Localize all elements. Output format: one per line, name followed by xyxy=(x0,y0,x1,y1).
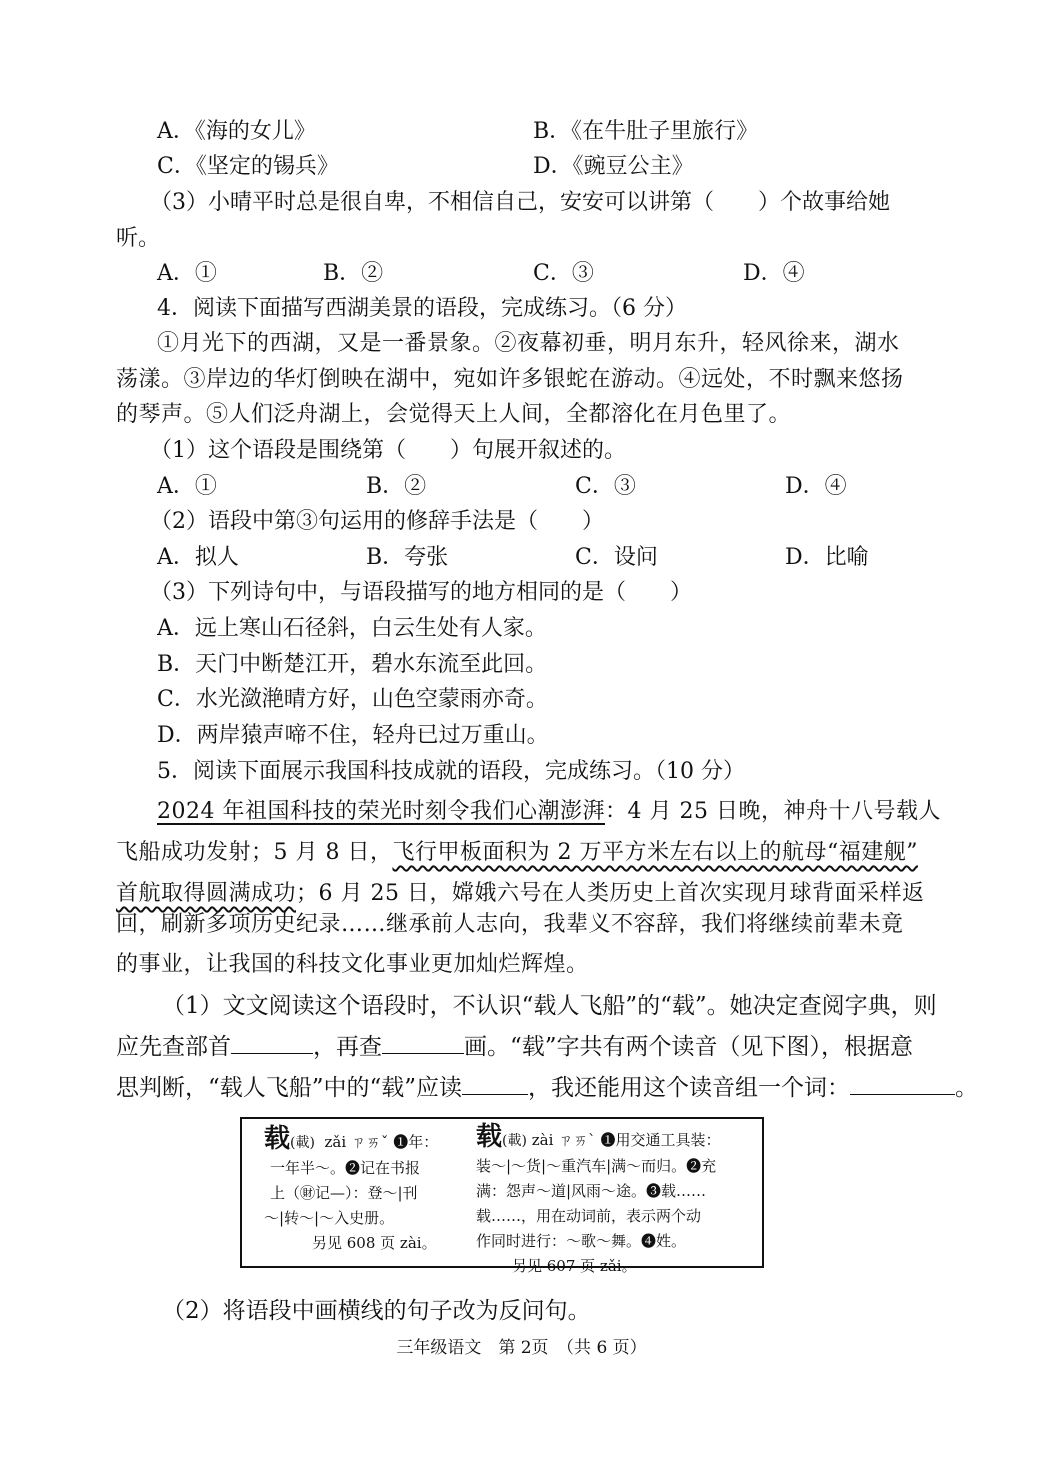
entry-cross-reference: 另见 607 页 zǎi。 xyxy=(512,1257,637,1275)
q5-sub2-stem: （2）将语段中画横线的句子改为反问句。 xyxy=(162,1298,591,1324)
q3-sub3-option-d: D．④ xyxy=(743,261,805,286)
q3-sub3-stem: （3）小晴平时总是很自卑，不相信自己，安安可以讲第（ ）个故事给她 xyxy=(150,190,890,215)
entry-pinyin: zǎi ㄗㄞˇ xyxy=(324,1133,389,1151)
q4-passage-line: 荡漾。③岸边的华灯倒映在湖中，宛如许多银蛇在游动。④远处，不时飘来悠扬 xyxy=(116,367,904,392)
q4-sub3-option-b: B．天门中断楚江开，碧水东流至此回。 xyxy=(157,652,548,677)
q4-passage-line: ①月光下的西湖，又是一番景象。②夜幕初垂，明月东升，轻风徐来，湖水 xyxy=(157,331,900,356)
q5-passage-line: 飞船成功发射；5 月 8 日，飞行甲板面积为 2 万平方米左右以上的航母“福建舰” xyxy=(116,840,918,865)
entry-headword: 载 xyxy=(264,1124,291,1154)
wavy-underlined-phrase: 飞行甲板面积为 2 万平方米左右以上的航母“福建舰” xyxy=(392,840,918,865)
q4-sub2-option-a: A．拟人 xyxy=(157,545,239,570)
q5-sub1-stem-cont: 应先查部首 ，再查 画。“载”字共有两个读音（见下图），根据意 xyxy=(116,1027,913,1067)
q5-passage-line: 的事业，让我国的科技文化事业更加灿烂辉煌。 xyxy=(116,952,589,977)
q5-sub1-stem-cont: 思判断，“载人飞船”中的“载”应读 ，我还能用这个读音组一个词： 。 xyxy=(116,1068,978,1108)
q3-sub3-option-a: A．① xyxy=(157,261,217,286)
q4-sub1-option-a: A．① xyxy=(157,474,217,499)
q4-sub3-option-c: C．水光潋滟晴方好，山色空蒙雨亦奇。 xyxy=(157,687,548,712)
underlined-sentence: 2024 年祖国科技的荣光时刻令我们心潮澎湃 xyxy=(157,799,605,824)
q4-sub2-option-b: B．夸张 xyxy=(366,545,449,570)
q4-sub1-option-d: D．④ xyxy=(785,474,847,499)
q4-sub2-option-d: D．比喻 xyxy=(785,545,869,570)
option-a-hai-de-nver: A．《海的女儿》 xyxy=(157,119,316,144)
q4-sub2-option-c: C．设问 xyxy=(575,545,658,570)
answer-blank-word[interactable] xyxy=(850,1072,955,1095)
option-d-wandou: D．《豌豆公主》 xyxy=(533,154,694,179)
dictionary-entry-zai4: 载(載) zài ㄗㄞˋ ❶用交通工具装： 装～|～货|～重汽车|满～而归。❷充 满：怨声～道|风雨～途。❸载…… 载……，用在动词前，表示两个动 作同时进行：～歌～舞。❹姓。 另见 607 页 zǎi。 xyxy=(476,1125,720,1279)
q4-sub2-stem: （2）语段中第③句运用的修辞手法是（ ） xyxy=(150,509,604,534)
q5-passage-line: 首航取得圆满成功；6 月 25 日，嫦娥六号在人类历史上首次实现月球背面采样返 xyxy=(116,881,925,906)
entry-pinyin: zài ㄗㄞˋ xyxy=(531,1131,596,1149)
wavy-underlined-phrase: 首航取得圆满成功 xyxy=(116,881,297,906)
q4-sub1-option-c: C．③ xyxy=(575,474,636,499)
q5-title: 5．阅读下面展示我国科技成就的语段，完成练习。（10 分） xyxy=(157,759,745,784)
q4-title: 4．阅读下面描写西湖美景的语段，完成练习。（6 分） xyxy=(157,296,687,321)
q4-sub3-option-d: D．两岸猿声啼不住，轻舟已过万重山。 xyxy=(157,723,549,748)
q3-sub3-option-b: B．② xyxy=(323,261,384,286)
dictionary-excerpt-box xyxy=(240,1117,764,1275)
answer-blank-pronunciation[interactable] xyxy=(462,1072,528,1095)
page-footer: 三年级语文 第 2页 （共 6 页） xyxy=(396,1338,647,1358)
q4-sub3-stem: （3）下列诗句中，与语段描写的地方相同的是（ ） xyxy=(150,580,692,605)
q3-sub3-stem-cont: 听。 xyxy=(116,226,161,251)
answer-blank-radical[interactable] xyxy=(231,1031,313,1054)
q5-passage-line: 2024 年祖国科技的荣光时刻令我们心潮澎湃：4 月 25 日晚，神舟十八号载人 xyxy=(157,799,941,824)
q4-passage-line: 的琴声。⑤人们泛舟湖上，会觉得天上人间，全都溶化在月色里了。 xyxy=(116,402,792,427)
answer-blank-strokes[interactable] xyxy=(382,1031,464,1054)
q4-sub1-option-b: B．② xyxy=(366,474,427,499)
entry-headword: 载 xyxy=(476,1122,503,1152)
q3-sub3-option-c: C．③ xyxy=(533,261,594,286)
option-b-niu-duzi: B．《在牛肚子里旅行》 xyxy=(533,119,759,144)
q4-sub1-stem: （1）这个语段是围绕第（ ）句展开叙述的。 xyxy=(150,438,626,463)
entry-cross-reference: 另见 608 页 zài。 xyxy=(312,1234,437,1252)
option-c-xi-bing: C．《坚定的锡兵》 xyxy=(157,154,339,179)
dictionary-entry-zai3: 载(載) zǎi ㄗㄞˇ ❶年： 一年半～。❷记在书报 上（㊖记—）：登～|刊 ～|转～|～入史册。 另见 608 页 zài。 xyxy=(264,1127,438,1256)
q4-sub3-option-a: A．远上寒山石径斜，白云生处有人家。 xyxy=(157,616,547,641)
q5-passage-line: 回，刷新多项历史纪录……继承前人志向，我辈义不容辞，我们将继续前辈未竟 xyxy=(116,912,904,937)
q5-sub1-stem: （1）文文阅读这个语段时，不认识“载人飞船”的“载”。她决定查阅字典，则 xyxy=(162,993,937,1019)
